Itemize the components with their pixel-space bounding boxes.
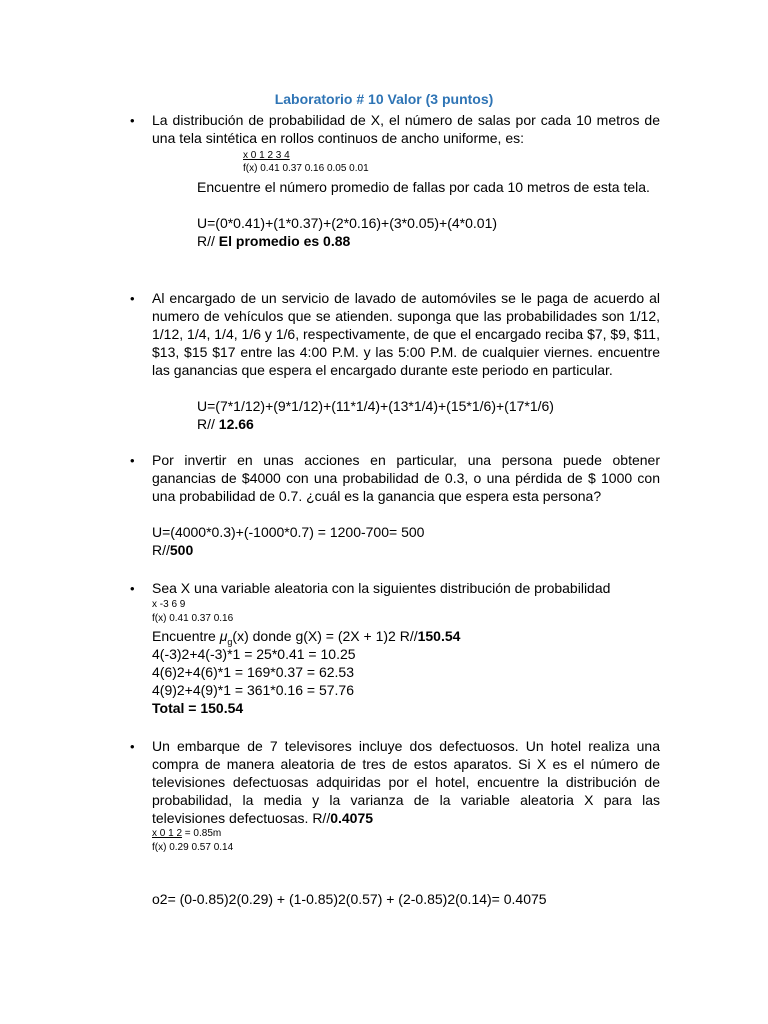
answer-prefix: R// — [197, 233, 219, 249]
bullet-3: • — [130, 453, 135, 468]
problem-1-answer — [197, 232, 350, 250]
document-title: Laboratorio # 10 Valor (3 puntos) — [274, 91, 494, 107]
problem-5-table-x-row — [152, 828, 221, 840]
problem-5-text — [152, 737, 660, 827]
mu-symbol: μ — [219, 628, 228, 644]
problem-3-text: Por invertir en unas acciones en particular, una persona puede obtener ganancias de $4000 con una probabilidad de 0.3, o una pérdida de $ 1000 con una probabilidad de 0.7. ¿cuál es la ganancia que espera esta persona? — [152, 452, 660, 504]
answer-value: 12.66 — [218, 416, 254, 432]
problem-4-table-fx: f(x) 0.41 0.37 0.16 — [152, 613, 234, 624]
question-mid: (x) donde g(X) = (2X + 1)2 R// — [232, 628, 418, 644]
problem-5-body: Un embarque de 7 televisores incluye dos defectuosos. Un hotel realiza una compra de manera aleatoria de tres de estos aparatos. Si X es el número de televisiones defectuosas adquiridas por el hotel, encuentre la distribución de probabilidad, la media y la varianza de la variable aleatoria X para las televisiones defectuosas. R// — [152, 738, 660, 826]
mu-subscript: g — [227, 636, 233, 647]
problem-4-line-1: 4(-3)2+4(-3)*1 = 25*0.41 = 10.25 — [152, 646, 356, 662]
problem-5-answer: 0.4075 — [330, 810, 374, 826]
bullet-5: • — [130, 739, 135, 754]
bullet-2: • — [130, 291, 135, 306]
total-value: Total = 150.54 — [152, 700, 244, 716]
problem-2-formula: U=(7*1/12)+(9*1/12)+(11*1/4)+(13*1/4)+(15*1/6)+(17*1/6) — [197, 398, 554, 414]
answer-value: 500 — [169, 542, 194, 558]
answer-prefix: R// — [152, 542, 170, 558]
problem-4-text: Sea X una variable aleatoria con la siguientes distribución de probabilidad — [152, 580, 611, 596]
question-answer: 150.54 — [417, 628, 461, 644]
answer-prefix: R// — [197, 416, 219, 432]
problem-1-text: La distribución de probabilidad de X, el número de salas por cada 10 metros de una tela sintética en rollos continuos de ancho uniforme, es: — [152, 112, 660, 146]
problem-4-line-3: 4(9)2+4(9)*1 = 361*0.16 = 57.76 — [152, 682, 354, 698]
problem-3-answer — [152, 541, 193, 559]
problem-5-table-note: = 0.85m — [182, 828, 222, 839]
answer-value: El promedio es 0.88 — [218, 233, 351, 249]
problem-5-table-x: x 0 1 2 — [152, 828, 183, 839]
problem-5-table-fx: f(x) 0.29 0.57 0.14 — [152, 842, 234, 853]
problem-4-table-x: x -3 6 9 — [152, 599, 186, 610]
problem-1-question: Encuentre el número promedio de fallas por cada 10 metros de esta tela. — [197, 179, 650, 195]
problem-4-line-2: 4(6)2+4(6)*1 = 169*0.37 = 62.53 — [152, 664, 354, 680]
problem-1-table-fx: f(x) 0.41 0.37 0.16 0.05 0.01 — [243, 163, 369, 174]
question-prefix: Encuentre — [152, 628, 220, 644]
problem-4-total — [152, 699, 243, 717]
problem-2-answer — [197, 415, 254, 433]
problem-3-formula: U=(4000*0.3)+(-1000*0.7) = 1200-700= 500 — [152, 524, 425, 540]
problem-5-variance: o2= (0-0.85)2(0.29) + (1-0.85)2(0.57) + (2-0.85)2(0.14)= 0.4075 — [152, 891, 547, 907]
problem-2-text: Al encargado de un servicio de lavado de automóviles se le paga de acuerdo al numero de vehículos que se atienden. suponga que las probabilidades son 1/12, 1/12, 1/4, 1/4, 1/6 y 1/6, respectivamente, de que el encargado reciba $7, $9, $11, $13, $15 $17 entre las 4:00 P.M. y las 5:00 P.M. de cualquier viernes. encuentre las ganancias que espera el encargado durante este periodo en particular. — [152, 290, 660, 378]
bullet-1: • — [130, 113, 135, 128]
problem-1-formula: U=(0*0.41)+(1*0.37)+(2*0.16)+(3*0.05)+(4*0.01) — [197, 215, 498, 231]
bullet-4: • — [130, 581, 135, 596]
problem-1-table-x: x 0 1 2 3 4 — [243, 150, 290, 161]
